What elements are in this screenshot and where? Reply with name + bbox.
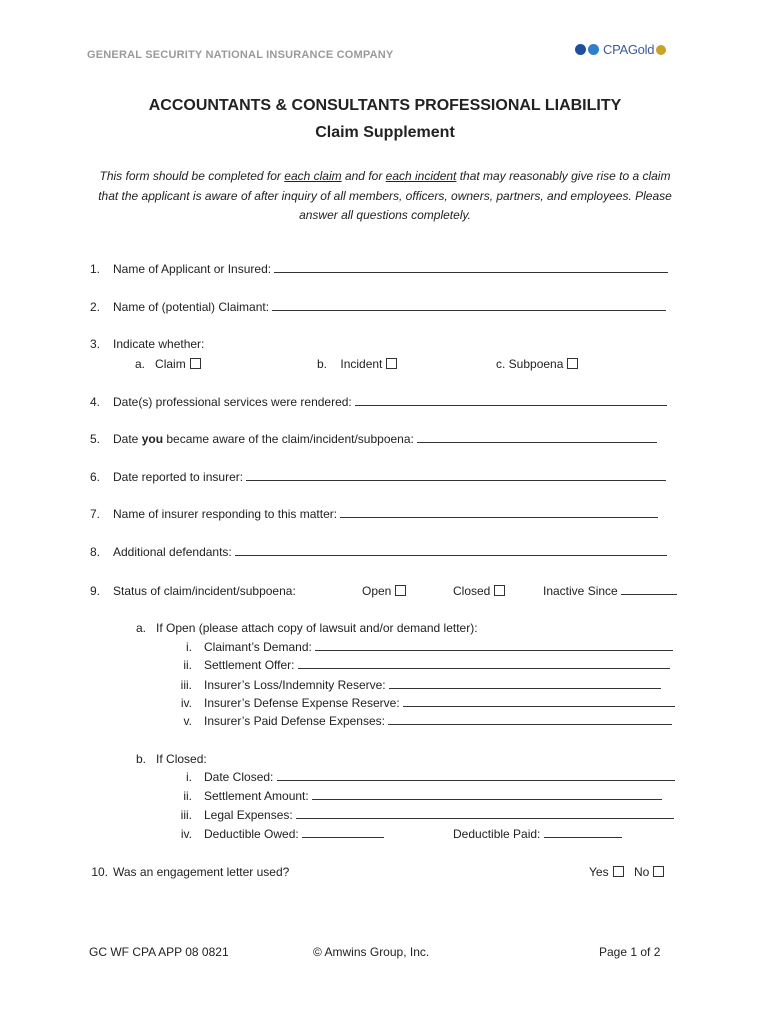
intro-text: and for (341, 169, 386, 183)
question-8 (113, 545, 667, 559)
option-incident (317, 357, 397, 371)
engagement-yes (589, 865, 624, 879)
closed-item (204, 770, 675, 784)
question-number: 7. (89, 507, 100, 521)
legal-expenses-field[interactable] (296, 818, 674, 819)
logo-coin-icon (656, 45, 666, 55)
question-label: Status of claim/incident/subpoena: (113, 584, 296, 598)
closed-item (204, 789, 662, 803)
item-number: v. (183, 714, 192, 728)
question-5 (113, 432, 657, 446)
option-letter: a. (136, 621, 147, 635)
open-item (204, 678, 661, 692)
applicant-name-field[interactable] (274, 272, 668, 273)
item-number: i. (186, 640, 192, 654)
question-label: Additional defendants: (113, 545, 236, 559)
item-number: i. (186, 770, 192, 784)
form-title: ACCOUNTANTS & CONSULTANTS PROFESSIONAL LIABILITY (148, 97, 622, 114)
sub-question-closed (136, 752, 207, 766)
awareness-date-field[interactable] (417, 442, 657, 443)
logo-dot-icon (575, 44, 586, 55)
question-number: 1. (89, 262, 100, 276)
question-number: 2. (89, 300, 100, 314)
question-number: 3. (89, 337, 100, 351)
option-label: Open (362, 584, 392, 598)
question-label: Date reported to insurer: (113, 470, 247, 484)
logo-dot-icon (588, 44, 599, 55)
question-label: Was an engagement letter used? (113, 865, 290, 879)
open-item (204, 714, 672, 728)
intro-emphasis: each claim (284, 169, 342, 183)
item-label: Claimant’s Demand: (204, 640, 316, 654)
item-number: ii. (183, 658, 192, 672)
services-dates-field[interactable] (355, 405, 667, 406)
intro-text: This form should be completed for (99, 169, 285, 183)
item-label: Deductible Owed: (204, 827, 303, 841)
item-label: Insurer’s Paid Defense Expenses: (204, 714, 389, 728)
option-letter: b. (317, 357, 328, 371)
inactive-since-field[interactable] (621, 594, 677, 595)
open-item (204, 658, 670, 672)
option-label: Yes (589, 865, 609, 879)
question-label: If Open (please attach copy of lawsuit and/or demand letter): (156, 621, 478, 635)
form-subtitle: Claim Supplement (315, 124, 455, 141)
item-label: Deductible Paid: (453, 827, 544, 841)
question-number: 5. (89, 432, 100, 446)
question-6 (113, 470, 666, 484)
question-1 (113, 262, 668, 276)
subpoena-checkbox[interactable] (567, 358, 578, 369)
option-label: c. Subpoena (496, 357, 564, 371)
option-label: Inactive Since (543, 584, 622, 598)
question-number: 9. (89, 584, 100, 598)
question-label: Date (113, 432, 142, 446)
item-label: Insurer’s Defense Expense Reserve: (204, 696, 403, 710)
sub-question-open (136, 621, 478, 635)
engagement-no (634, 865, 664, 879)
intro-emphasis: each incident (385, 169, 457, 183)
claim-checkbox[interactable] (190, 358, 201, 369)
claimant-name-field[interactable] (272, 310, 666, 311)
report-date-field[interactable] (246, 480, 666, 481)
item-label: Settlement Amount: (204, 789, 313, 803)
yes-checkbox[interactable] (613, 866, 624, 877)
company-name: GENERAL SECURITY NATIONAL INSURANCE COMPANY (87, 49, 394, 61)
question-4 (113, 395, 667, 409)
deductible-paid (453, 827, 622, 841)
option-label: Incident (340, 357, 383, 371)
option-label: Claim (155, 357, 186, 371)
item-number: iii. (180, 808, 192, 822)
item-number: iii. (180, 678, 192, 692)
settlement-offer-field[interactable] (298, 668, 670, 669)
item-label: Settlement Offer: (204, 658, 298, 672)
option-letter: b. (136, 752, 147, 766)
option-claim (135, 357, 201, 371)
closed-item (204, 808, 674, 822)
defense-reserve-field[interactable] (403, 706, 675, 707)
claimant-demand-field[interactable] (315, 650, 673, 651)
option-label: No (634, 865, 650, 879)
page-number: Page 1 of 2 (599, 945, 661, 959)
question-label: If Closed: (156, 752, 207, 766)
question-2 (113, 300, 666, 314)
closed-checkbox[interactable] (494, 585, 505, 596)
open-item (204, 640, 673, 654)
loss-reserve-field[interactable] (389, 688, 661, 689)
status-open (362, 584, 406, 598)
copyright: © Amwins Group, Inc. (313, 945, 430, 959)
option-subpoena (496, 357, 578, 371)
item-number: iv. (180, 696, 192, 710)
option-label: Closed (453, 584, 491, 598)
deductible-paid-field[interactable] (544, 837, 622, 838)
question-number: 10. (91, 865, 108, 879)
question-label: Indicate whether: (113, 337, 205, 351)
open-item (204, 696, 675, 710)
question-emphasis: you (141, 432, 164, 446)
item-label: Legal Expenses: (204, 808, 297, 822)
paid-defense-field[interactable] (388, 724, 672, 725)
item-number: ii. (183, 789, 192, 803)
incident-checkbox[interactable] (386, 358, 397, 369)
open-checkbox[interactable] (395, 585, 406, 596)
deductible-owed-field[interactable] (302, 837, 384, 838)
question-label: became aware of the claim/incident/subpoena: (163, 432, 418, 446)
date-closed-field[interactable] (277, 780, 675, 781)
item-number: iv. (180, 827, 192, 841)
intro-text: that may reasonably give rise to a claim that the applicant is aware of after inquiry of all members, officers, owners, partners, and employees. Please answer all questions completely. (98, 169, 672, 222)
insurer-name-field[interactable] (340, 517, 658, 518)
item-label: Insurer’s Loss/Indemnity Reserve: (204, 678, 389, 692)
question-number: 6. (89, 470, 100, 484)
settlement-amount-field[interactable] (312, 799, 662, 800)
status-inactive (543, 584, 677, 598)
intro-paragraph (95, 167, 675, 226)
option-letter: a. (135, 357, 146, 371)
item-label: Date Closed: (204, 770, 277, 784)
question-number: 8. (89, 545, 100, 559)
question-label: Name of (potential) Claimant: (113, 300, 273, 314)
closed-item (204, 827, 384, 841)
question-number: 4. (89, 395, 100, 409)
status-closed (453, 584, 505, 598)
question-label: Name of insurer responding to this matter: (113, 507, 341, 521)
logo-text: CPAGold (603, 42, 655, 57)
question-label: Date(s) professional services were rendered: (113, 395, 356, 409)
cpagold-logo (575, 42, 666, 57)
question-7 (113, 507, 658, 521)
question-label: Name of Applicant or Insured: (113, 262, 275, 276)
form-id: GC WF CPA APP 08 0821 (89, 945, 229, 959)
defendants-field[interactable] (235, 555, 667, 556)
no-checkbox[interactable] (653, 866, 664, 877)
